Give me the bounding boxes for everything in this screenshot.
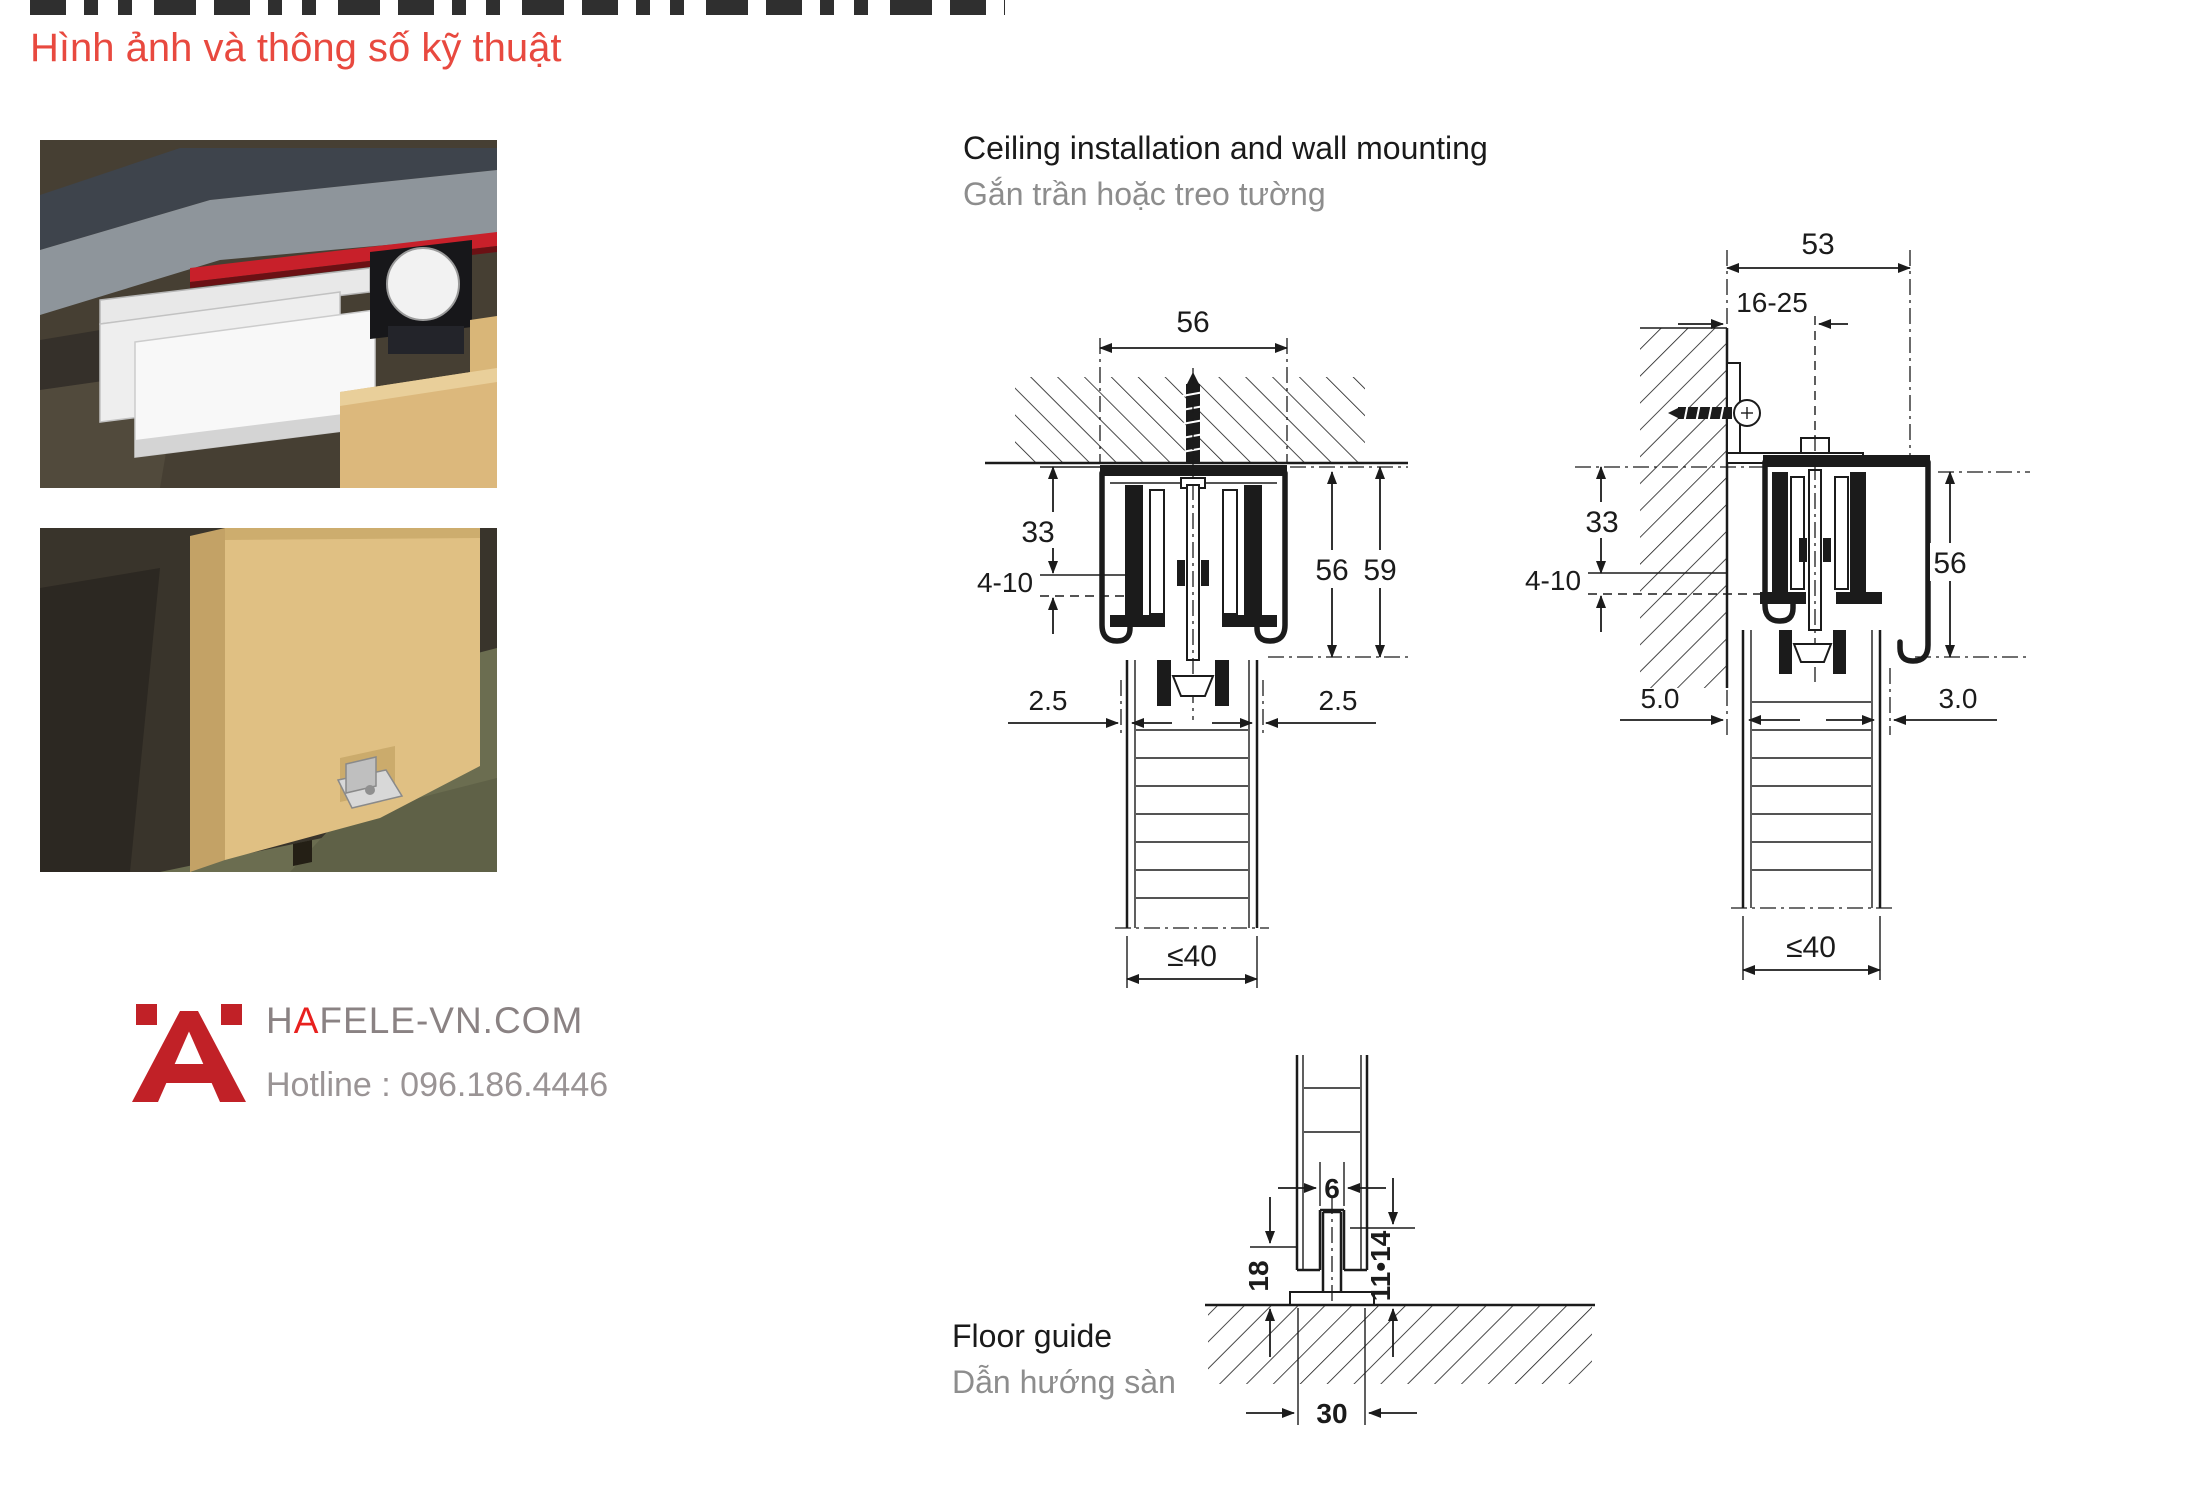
dim-guide-height: 18	[1243, 1260, 1274, 1292]
dim-track-width: 56	[1176, 306, 1210, 339]
dim-profile-height: 33	[1585, 506, 1619, 539]
dim-wall-gap: 5.0	[1640, 683, 1680, 714]
door-panel	[1115, 660, 1269, 928]
dim-base-width: 30	[1316, 1398, 1348, 1429]
ceiling-section-title-vi: Gắn trần hoặc treo tường	[963, 176, 1326, 212]
floor-guide-diagram	[1150, 1050, 1650, 1480]
ceiling-section-title-en: Ceiling installation and wall mounting	[963, 130, 1488, 166]
site-name-accent: A	[293, 1000, 320, 1041]
dim-total-height: 59	[1363, 554, 1397, 587]
dim-max-door: ≤40	[1167, 940, 1217, 973]
dim-cover-gap: 3.0	[1938, 683, 1978, 714]
floor-section-title-en: Floor guide	[952, 1318, 1113, 1354]
wall-mount-diagram	[1500, 220, 2060, 1020]
floor-hatch	[1208, 1306, 1592, 1384]
site-name-prefix: H	[266, 1000, 294, 1041]
door-panel	[1731, 630, 1892, 908]
dim-engagement: 11•14	[1365, 1230, 1396, 1302]
dim-groove-width: 6	[1324, 1173, 1340, 1204]
hafele-logo	[128, 998, 250, 1102]
dim-wall-offset: 16-25	[1736, 287, 1808, 318]
floor-section-title-vi: Dẫn hướng sàn	[952, 1364, 1176, 1400]
dim-max-door: ≤40	[1786, 931, 1836, 964]
door-bracket	[1779, 630, 1792, 674]
dim-height: 56	[1933, 547, 1967, 580]
track-profile	[1763, 455, 1930, 467]
hotline-text: Hotline : 096.186.4446	[266, 1066, 609, 1104]
dim-inner-height: 56	[1315, 554, 1349, 587]
ceiling-mount-diagram	[960, 280, 1430, 1020]
site-name-suffix: FELE-VN.COM	[319, 1000, 584, 1041]
dim-side-gap-right: 2.5	[1318, 685, 1358, 716]
dim-adjust-gap: 4-10	[1524, 565, 1582, 596]
photo-top-track	[40, 140, 497, 488]
dim-overall-width: 53	[1801, 228, 1835, 261]
photo-bottom-guide	[40, 528, 497, 872]
photo-top-track-art	[40, 140, 497, 488]
dim-adjust-gap: 4-10	[976, 567, 1034, 598]
photo-bottom-guide-art	[40, 528, 497, 872]
dim-side-gap-left: 2.5	[1028, 685, 1068, 716]
cropped-title-fragments	[30, 0, 1005, 15]
wall-hatch	[1640, 328, 1727, 688]
door-bracket	[1157, 660, 1171, 706]
site-name	[266, 1000, 583, 1042]
hafele-logo-mark	[128, 998, 250, 1102]
page-subtitle: Hình ảnh và thông số kỹ thuật	[30, 26, 562, 70]
dim-profile-height: 33	[1021, 516, 1055, 549]
